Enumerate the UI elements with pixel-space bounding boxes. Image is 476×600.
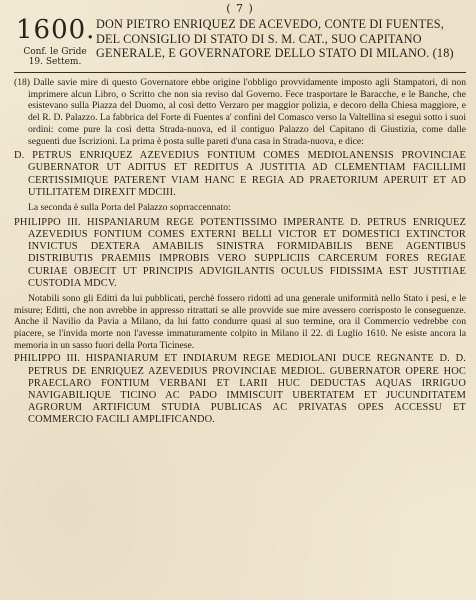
header-rule bbox=[14, 72, 466, 73]
second-inscription-intro: La seconda è sulla Porta del Palazzo soprraccennato: bbox=[28, 202, 231, 214]
note-paragraph-2: Notabili sono gli Editti da lui pubblicati, perchè fossero ridotti ad una generale uniformità nello Stato i pesi, e le misure; Editti, che non avrebbe in appresso ritrattati se alle provvide sue mire avessero corrisposto le conseguenze. Anche il Navilio da Pavia a Milano, da lui fatto condurre quasi al suo termine, ora il Commercio vedrebbe con piacere, se l'invida morte non l'avesse immaturamente colpito in Milano il 22. di Luglio 1610. Ne esiste ancora la memoria in un sasso fuori della Porta Ticinese. bbox=[14, 292, 466, 351]
footnote-body bbox=[14, 77, 466, 427]
marginal-note bbox=[14, 47, 96, 67]
header-margin bbox=[14, 17, 96, 67]
page-header bbox=[14, 17, 466, 67]
note-paragraph-1: (18) Dalle savie mire di questo Governatore ebbe origine l'obbligo provvidamente imposto agli Stampatori, di non imprimere alcun Libro, o Scritto che non sia reviso dal Governo. Fece trasportare le Baracche, e le Banche, che esistevano sulla Piazza del Duomo, al così detto Verzaro per maggior polizia, e decoro della Chiesa maggiore, e del R. D. Palazzo. La fabbrica del Forte di Fuentes a' confini del Comasco verso la Valtellina si eseguì sotto i suoi ordini: come pure la così detta Strada-nuova, ed il contiguo Palazzo del Capitano di Giustizia, come dalle seguenti due Iscrizioni. La prima è posta sulle pareti d'una casa in Strada-nuova, e dice: bbox=[14, 77, 466, 147]
marginal-note-line-2: 19. Settem. bbox=[28, 57, 82, 67]
inscription-3: PHILIPPO III. HISPANIARUM ET INDIARUM REGE MEDIOLANI DUCE REGNANTE D. D. PETRUS DE ENRIQUEZ AZEVEDIUS PROVINCIAE MEDIOL. GUBERNATOR OPERE HOC PRAECLARO FONTIUM VERBANI ET LARII HUC DEDUCTAS AQUAS IRRIGUO NAVIGABILIQUE TICINO AC PADO IMMISCUIT UBERTATEM ET JUCUNDITATEM AGRORUM ARTIFICUM STUDIA PUBLICAS AC PRIVATAS OPES ACCESSU ET COMMERCIO FACILI AMPLIFICANDO. bbox=[14, 353, 466, 426]
inscription-2: PHILIPPO III. HISPANIARUM REGE POTENTISSIMO IMPERANTE D. PETRUS ENRIQUEZ AZEVEDIUS FONTIUM COMES EXTERNI BELLI VICTOR ET DOMESTICI EXTINCTOR INVICTUS DEXTERA AMABILIS SINISTRA FORMIDABILIS BENE AGENTIBUS DISTRIBUTIS PRAEMIIS IMPROBIS VERO SUPPLICIIS CARCERUM FORES REGIAE CURIAE OBJECIT UT PRINCIPIS ADVIGILANTIS OCULUS FIDISSIMA EST JUSTITIAE CUSTODIA MDCV. bbox=[14, 216, 466, 289]
marginal-note-line-1: Conf. le Gride bbox=[23, 47, 87, 57]
document-title: DON PIETRO ENRIQUEZ DE ACEVEDO, CONTE DI FUENTES, DEL CONSIGLIO DI STATO DI S. M. CAT., SUO CAPITANO GENERALE, E GOVERNATORE DELLO STATO DI MILANO. (18) bbox=[96, 17, 454, 61]
inscription-1: D. PETRUS ENRIQUEZ AZEVEDIUS FONTIUM COMES MEDIOLANENSIS PROVINCIAE GUBERNATOR UT ADITUS ET REDITUS A JUSTITIA AD CLEMENTIAM FACILLIMI CERTISSIMIQUE PATERENT VIAM HANC E REGIA AD PRAETORIUM APERUIT ET AD UTILITATEM DIREXIT MDCIII. bbox=[14, 150, 466, 198]
year: 1600. bbox=[16, 15, 96, 45]
page-number: ( 7 ) bbox=[226, 2, 254, 15]
